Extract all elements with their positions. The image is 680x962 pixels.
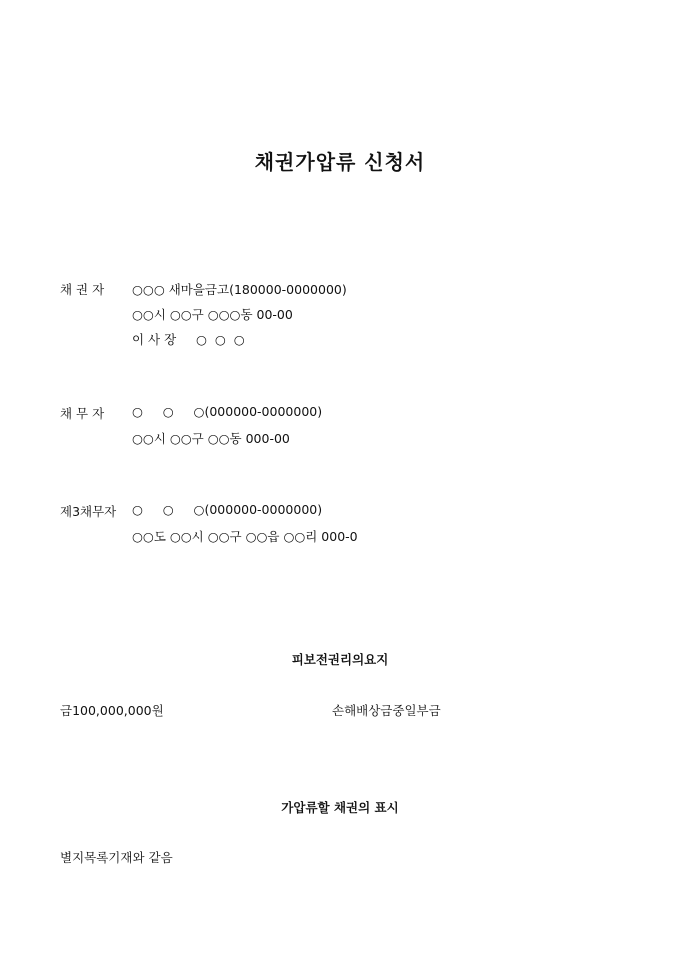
secured-right-heading: 피보전권리의요지 [291,652,389,667]
third-debtor-name: ○ ○ ○(000000-0000000) [132,502,323,517]
creditor-label: 채 권 자 [60,282,105,297]
debtor-label: 채 무 자 [60,406,105,421]
attached-claim-heading: 가압류할 채권의 표시 [281,800,399,815]
claim-amount: 금100,000,000원 [60,703,164,718]
creditor-representative: 이 사 장 ○ ○ ○ [132,332,245,347]
claim-description: 손해배상금중일부금 [332,703,441,718]
third-debtor-address: ○○도 ○○시 ○○구 ○○읍 ○○리 000-0 [132,529,358,544]
debtor-name: ○ ○ ○(000000-0000000) [132,404,323,419]
third-debtor-label: 제3채무자 [60,504,117,519]
creditor-name: ○○○ 새마을금고(180000-0000000) [132,282,347,297]
debtor-address: ○○시 ○○구 ○○동 000-00 [132,431,290,446]
creditor-address: ○○시 ○○구 ○○○동 00-00 [132,307,293,322]
attached-claim-text: 별지목록기재와 같음 [60,850,173,865]
document-title: 채권가압류 신청서 [254,150,426,174]
